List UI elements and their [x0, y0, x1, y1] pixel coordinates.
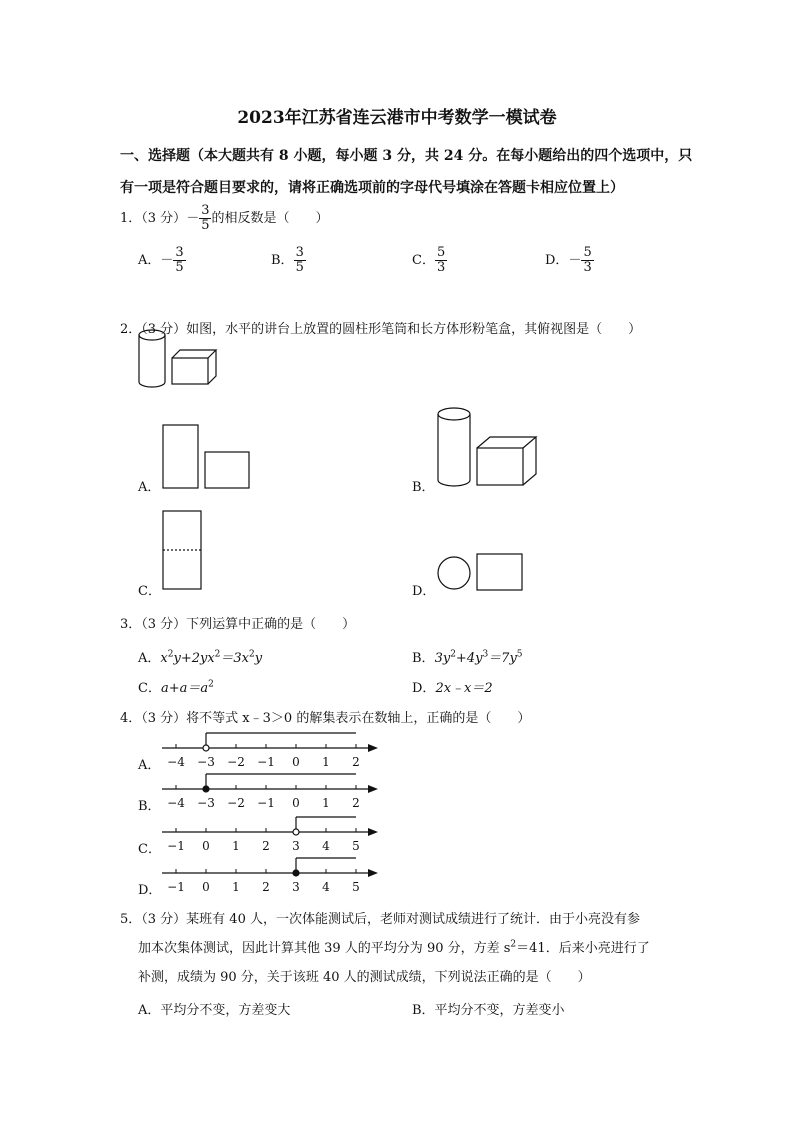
- q2-option-a-figure[interactable]: [160, 422, 255, 492]
- tick-label: 1: [232, 880, 240, 894]
- fraction-numerator: 3: [201, 203, 210, 218]
- q3-option-b[interactable]: [412, 647, 523, 666]
- cylinder-top: [139, 330, 165, 340]
- box-front: [477, 448, 523, 485]
- option-letter: B．: [412, 651, 435, 666]
- q4-option-d-label[interactable]: D．: [138, 883, 162, 898]
- tick-label: 4: [322, 839, 330, 853]
- text-part: 加本次集体测试，因此计算其他 39 人的平均分为 90 分，方差 s: [138, 941, 511, 956]
- tick-label: 1: [232, 839, 240, 853]
- question-5-line2: [138, 937, 650, 956]
- option-letter: D．: [412, 681, 436, 696]
- option-letter: C．: [412, 253, 435, 268]
- q3-option-d[interactable]: [412, 677, 493, 696]
- expr-part: 3y: [434, 651, 451, 666]
- q2-option-c-label[interactable]: C．: [138, 584, 161, 599]
- open-point: [293, 829, 299, 835]
- tick-label: 5: [352, 839, 360, 853]
- tick-label: 0: [202, 880, 210, 894]
- question-1-prefix: 1．（3 分）: [120, 211, 187, 226]
- q1-option-d[interactable]: [545, 246, 594, 275]
- q2-option-c-figure[interactable]: [160, 508, 205, 593]
- q3-option-a[interactable]: [138, 647, 262, 666]
- question-2: 2．（3 分）如图，水平的讲台上放置的圆柱形笔筒和长方体形粉笔盒，其俯视图是（ ）: [120, 322, 642, 337]
- q3-option-c[interactable]: [138, 677, 214, 696]
- expr-exponent: 3: [482, 649, 489, 660]
- expr-exponent: 2: [167, 649, 174, 660]
- expr-part: y+2yx: [173, 651, 215, 666]
- tick-label: 3: [292, 880, 300, 894]
- q5-option-b[interactable]: B．平均分不变，方差变小: [412, 1003, 565, 1018]
- box-top: [172, 350, 216, 358]
- question-4: 4．（3 分）将不等式 x﹣3＞0 的解集表示在数轴上，正确的是（ ）: [120, 711, 531, 726]
- axis-arrow-icon: [368, 869, 378, 877]
- expr-part: ＝3x: [220, 651, 249, 666]
- cylinder-bottom: [438, 480, 470, 486]
- fraction-denominator: 5: [175, 260, 184, 275]
- axis-arrow-icon: [368, 744, 378, 752]
- q2-option-d-figure[interactable]: [434, 552, 529, 594]
- tick-label: 2: [262, 880, 270, 894]
- tick-label: 0: [292, 796, 300, 810]
- rect-tall: [163, 425, 198, 488]
- option-letter: A．: [138, 651, 161, 666]
- tick-label: 1: [322, 755, 330, 769]
- tick-label: −4: [167, 796, 185, 810]
- expr-exponent: 5: [516, 649, 523, 660]
- q1-option-a[interactable]: [138, 246, 186, 275]
- tick-label: −1: [167, 839, 185, 853]
- fraction-numerator: 3: [175, 245, 184, 260]
- tick-label: 3: [292, 839, 300, 853]
- expr-part: 2x﹣x＝2: [435, 681, 493, 696]
- box-side: [523, 437, 536, 485]
- tick-label: 2: [352, 755, 360, 769]
- option-fraction: [294, 246, 306, 275]
- tick-label: 5: [352, 880, 360, 894]
- q2-option-a-label[interactable]: A．: [138, 480, 161, 495]
- closed-point: [203, 786, 209, 792]
- cylinder-bottom: [139, 382, 165, 387]
- tick-label: −3: [197, 755, 215, 769]
- question-1-suffix: 的相反数是（ ）: [211, 211, 329, 226]
- tick-label: −1: [167, 880, 185, 894]
- open-point: [203, 745, 209, 751]
- q2-figure: [130, 325, 230, 395]
- question-3: 3．（3 分）下列运算中正确的是（ ）: [120, 617, 356, 632]
- option-letter: B．: [271, 253, 294, 268]
- question-1-fraction: [199, 204, 211, 233]
- question-5-line3: 补测，成绩为 90 分，关于该班 40 人的测试成绩，下列说法正确的是（ ）: [138, 970, 591, 985]
- tick-label: −3: [197, 796, 215, 810]
- fraction-numerator: 5: [436, 245, 446, 260]
- tick-label: −1: [257, 755, 275, 769]
- box-side: [208, 350, 216, 384]
- fraction-denominator: 3: [436, 260, 446, 275]
- q4-option-b-label[interactable]: B．: [138, 799, 161, 814]
- box-top: [477, 437, 536, 448]
- q4-option-c-numberline[interactable]: [158, 812, 388, 856]
- q5-option-a[interactable]: A．平均分不变，方差变大: [138, 1003, 291, 1018]
- option-fraction: [435, 246, 447, 275]
- question-1: [120, 204, 329, 233]
- expr-part: x: [160, 651, 168, 666]
- option-letter: D．: [545, 253, 569, 268]
- tick-label: 4: [322, 880, 330, 894]
- expr-exponent: 2: [208, 679, 214, 690]
- axis-arrow-icon: [368, 785, 378, 793]
- text-part: ＝41．后来小亮进行了: [516, 941, 650, 956]
- q1-option-c[interactable]: [412, 246, 447, 275]
- expr-exponent: 2: [510, 939, 517, 950]
- closed-point: [293, 870, 299, 876]
- section-instructions-line2: 有一项是符合题目要求的，请将正确选项前的字母代号填涂在答题卡相应位置上）: [120, 180, 624, 196]
- fraction-numerator: 5: [583, 245, 592, 260]
- rect-short: [205, 452, 249, 488]
- section-instructions-line1: 一、选择题（本大题共有 8 小题，每小题 3 分，共 24 分。在每小题给出的四个选项中，只: [120, 148, 693, 164]
- tick-label: 0: [292, 755, 300, 769]
- expr-exponent: 2: [214, 649, 221, 660]
- expr-exponent: 2: [249, 649, 255, 660]
- tick-label: −1: [257, 796, 275, 810]
- option-fraction: [173, 246, 185, 275]
- expr-part: ＝7y: [488, 651, 517, 666]
- q4-option-b-numberline[interactable]: [158, 769, 388, 813]
- tick-label: −2: [227, 796, 245, 810]
- q2-option-b-label[interactable]: B．: [412, 480, 435, 495]
- fraction-denominator: 3: [583, 260, 592, 275]
- option-letter: A．: [138, 253, 161, 268]
- expr-exponent: 2: [450, 649, 456, 660]
- tick-label: 2: [262, 839, 270, 853]
- option-fraction: [581, 246, 593, 275]
- box-front: [172, 358, 208, 384]
- rect: [477, 554, 522, 590]
- option-letter: C．: [138, 681, 161, 696]
- page-title: 2023年江苏省连云港市中考数学一模试卷: [237, 108, 557, 128]
- q1-option-b[interactable]: [271, 246, 306, 275]
- q4-option-d-numberline[interactable]: [158, 853, 388, 897]
- q4-option-c-label[interactable]: C．: [138, 842, 161, 857]
- circle: [438, 557, 470, 589]
- tick-label: −4: [167, 755, 185, 769]
- q2-option-b-figure[interactable]: [432, 402, 542, 490]
- tick-label: −2: [227, 755, 245, 769]
- expr-part: +4y: [455, 651, 483, 666]
- q2-option-d-label[interactable]: D．: [412, 584, 436, 599]
- expr-part: y: [254, 651, 263, 666]
- axis-arrow-icon: [368, 828, 378, 836]
- fraction-numerator: 3: [295, 245, 304, 260]
- tick-label: 1: [322, 796, 330, 810]
- q4-option-a-numberline[interactable]: [158, 728, 388, 772]
- question-1-neg: －: [186, 211, 200, 226]
- tick-label: 0: [202, 839, 210, 853]
- q4-option-a-label[interactable]: A．: [138, 758, 161, 773]
- fraction-denominator: 5: [295, 260, 304, 275]
- option-sign: －: [568, 253, 582, 268]
- tick-label: 2: [352, 796, 360, 810]
- option-sign: －: [160, 253, 174, 268]
- cylinder-top: [438, 408, 470, 420]
- question-5-line1: 5．（3 分）某班有 40 人，一次体能测试后，老师对测试成绩进行了统计．由于小亮没有参: [120, 912, 640, 927]
- expr-part: a+a＝a: [160, 681, 209, 696]
- fraction-denominator: 5: [201, 218, 210, 233]
